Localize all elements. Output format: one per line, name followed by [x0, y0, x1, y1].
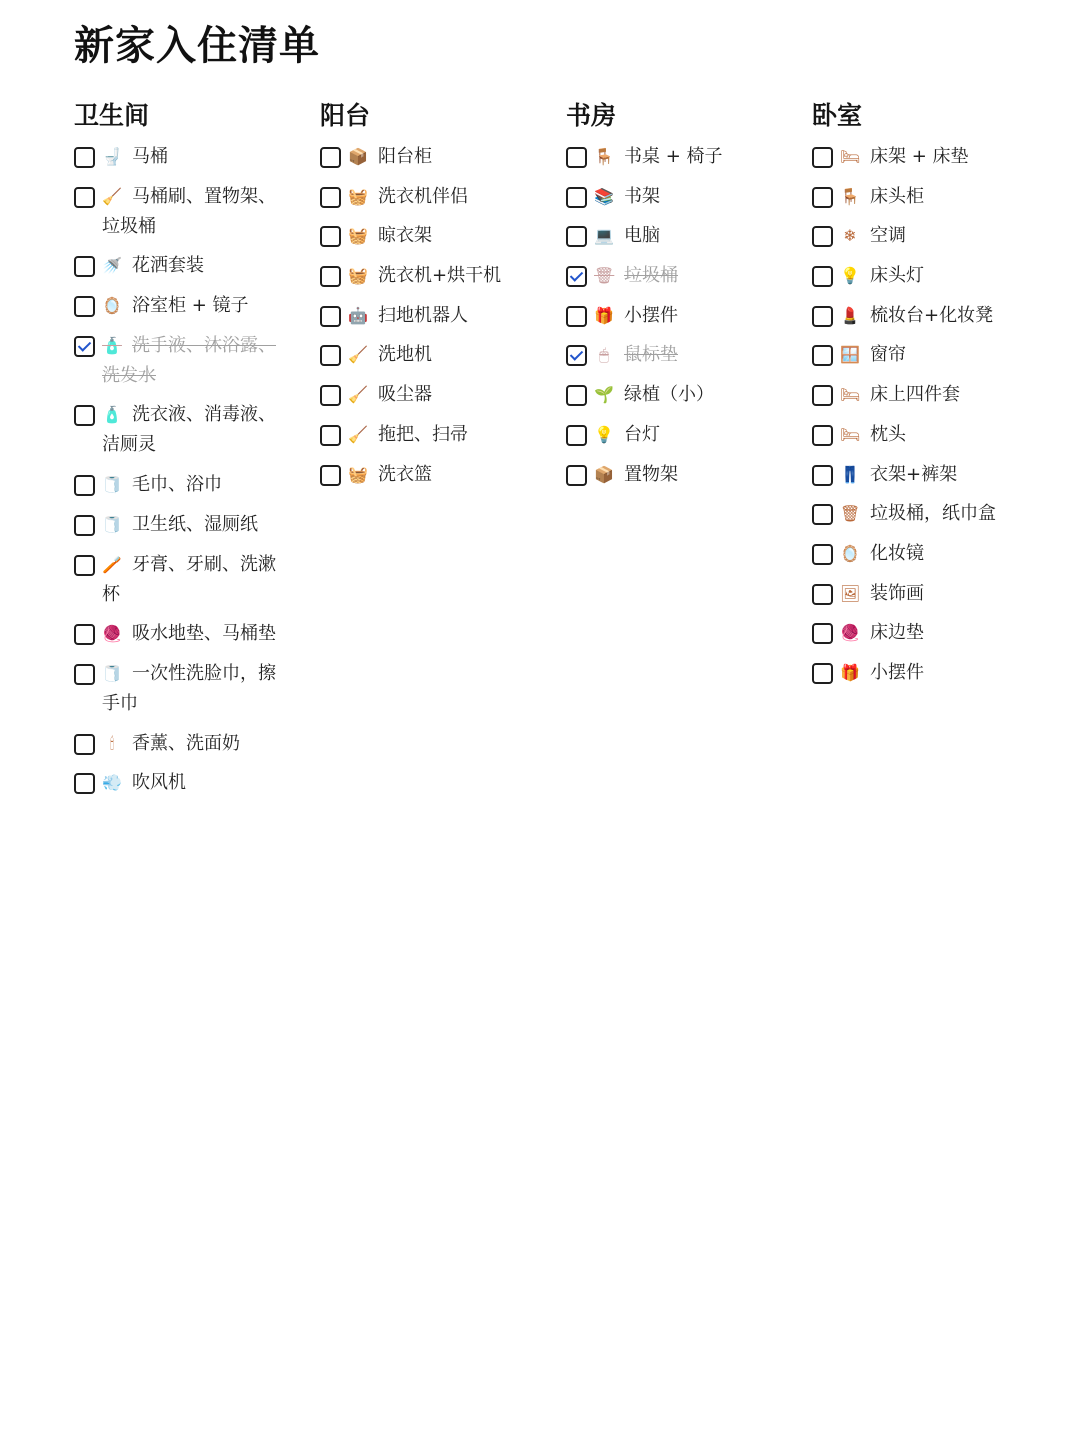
- checklist-item[interactable]: [812, 658, 1058, 688]
- toilet-icon: 🚽: [102, 147, 122, 166]
- checklist-item[interactable]: [74, 729, 320, 759]
- item-label: 床头灯: [870, 265, 924, 287]
- item-label: 晾衣架: [378, 225, 432, 247]
- item-label: 床架 + 床垫: [870, 146, 969, 167]
- checklist-column: [812, 98, 1058, 808]
- checkbox-unchecked[interactable]: [74, 515, 95, 536]
- framed-picture-icon: 🖼: [840, 583, 861, 603]
- item-label: 扫地机器人: [378, 304, 468, 326]
- item-label: 洗衣机+烘干机: [378, 265, 502, 287]
- computer-icon: 💻: [594, 226, 614, 246]
- item-label: 阳台柜: [378, 146, 432, 167]
- checklist-item[interactable]: [320, 182, 566, 212]
- checklist-item[interactable]: [812, 380, 1058, 410]
- checklist-item[interactable]: [812, 182, 1058, 212]
- item-label: 香薰、洗面奶: [132, 732, 240, 754]
- item-label: 浴室柜 + 镜子: [132, 295, 249, 317]
- item-label: 空调: [870, 225, 906, 247]
- item-label: 吸水地垫、马桶垫: [132, 623, 276, 645]
- chair-icon: 🪑: [594, 147, 614, 166]
- checklist-item[interactable]: [320, 380, 566, 410]
- item-label: 吹风机: [132, 772, 186, 794]
- item-label: 一次性洗脸巾，擦手巾: [102, 662, 276, 714]
- jeans-icon: 👖: [840, 464, 860, 484]
- checkbox-checked[interactable]: [74, 336, 95, 357]
- checklist-item[interactable]: [74, 550, 320, 610]
- checkbox-unchecked[interactable]: [566, 226, 587, 247]
- item-label: 卫生纸、湿厕纸: [132, 513, 258, 535]
- bed-icon: 🛏: [840, 385, 861, 405]
- towel-icon: 🧻: [102, 663, 122, 683]
- item-label: 花洒套装: [132, 255, 204, 277]
- checklist-item[interactable]: [566, 142, 812, 172]
- mat-icon: 🧶: [102, 624, 122, 644]
- checklist-item[interactable]: [812, 539, 1058, 569]
- item-label: 吸尘器: [378, 384, 432, 406]
- checkbox-unchecked[interactable]: [812, 584, 833, 605]
- item-label: 小摆件: [624, 304, 678, 326]
- bed-icon: 🛏: [840, 424, 861, 444]
- mirror-icon: 🪞: [840, 543, 860, 563]
- checkbox-unchecked[interactable]: [74, 773, 95, 794]
- checklist-item[interactable]: [566, 460, 812, 490]
- checkbox-unchecked[interactable]: [812, 663, 833, 684]
- checkbox-checked[interactable]: [566, 345, 587, 366]
- checkbox-unchecked[interactable]: [566, 425, 587, 446]
- checkbox-unchecked[interactable]: [74, 624, 95, 645]
- mirror-icon: 🪞: [102, 296, 122, 316]
- books-icon: 📚: [594, 186, 614, 206]
- item-label: 牙膏、牙刷、洗漱杯: [102, 553, 276, 605]
- lightbulb-icon: 💡: [594, 424, 614, 444]
- checklist-columns: [74, 98, 1054, 808]
- checkbox-unchecked[interactable]: [74, 187, 95, 208]
- item-label: 床头柜: [870, 185, 924, 207]
- item-label: 小摆件: [870, 661, 924, 683]
- item-label: 洗衣机伴侣: [378, 185, 468, 207]
- checklist-item[interactable]: [566, 261, 812, 291]
- checklist-item[interactable]: [320, 142, 566, 172]
- checkbox-unchecked[interactable]: [566, 465, 587, 486]
- item-label: 洗地机: [378, 344, 432, 366]
- item-label: 枕头: [870, 423, 906, 445]
- checkbox-unchecked[interactable]: [812, 266, 833, 287]
- checkbox-unchecked[interactable]: [812, 187, 833, 208]
- checklist-item[interactable]: [74, 331, 320, 391]
- lotion-bottle-icon: 🧴: [102, 405, 122, 425]
- checklist-item[interactable]: [566, 182, 812, 212]
- checklist-item[interactable]: [566, 301, 812, 331]
- item-label: 置物架: [624, 463, 678, 485]
- basket-icon: 🧺: [348, 226, 368, 246]
- checklist-item[interactable]: [812, 420, 1058, 450]
- checkbox-unchecked[interactable]: [74, 555, 95, 576]
- checklist-item[interactable]: [812, 618, 1058, 648]
- item-label: 洗手液、沐浴露、洗发水: [102, 334, 276, 386]
- checkbox-unchecked[interactable]: [320, 266, 341, 287]
- item-label: 装饰画: [870, 582, 924, 604]
- shower-icon: 🚿: [102, 256, 122, 276]
- towel-icon: 🧻: [102, 475, 122, 495]
- checkbox-unchecked[interactable]: [320, 147, 341, 168]
- brush-icon: 🧹: [102, 186, 122, 206]
- checkbox-unchecked[interactable]: [812, 226, 833, 247]
- checklist-item[interactable]: [74, 659, 320, 719]
- checklist-column: [566, 98, 812, 808]
- gift-icon: 🎁: [594, 305, 614, 325]
- basket-icon: 🧺: [348, 186, 368, 206]
- checkbox-unchecked[interactable]: [74, 405, 95, 426]
- toothbrush-icon: 🪥: [102, 554, 122, 574]
- checkbox-unchecked[interactable]: [74, 734, 95, 755]
- checklist-item[interactable]: [812, 261, 1058, 291]
- checkbox-unchecked[interactable]: [566, 306, 587, 327]
- checklist-item[interactable]: [74, 470, 320, 500]
- checkbox-unchecked[interactable]: [812, 147, 833, 168]
- item-label: 鼠标垫: [624, 344, 678, 366]
- item-label: 毛巾、浴巾: [132, 474, 222, 496]
- checkbox-unchecked[interactable]: [812, 544, 833, 565]
- checklist-item[interactable]: [812, 142, 1058, 172]
- checklist-item[interactable]: [812, 579, 1058, 609]
- lipstick-icon: 💄: [840, 305, 860, 325]
- item-label: 床上四件套: [870, 384, 960, 406]
- item-label: 洗衣液、消毒液、洁厕灵: [102, 404, 276, 456]
- checklist-item[interactable]: [74, 619, 320, 649]
- checklist-item[interactable]: [812, 340, 1058, 370]
- checklist-item[interactable]: [320, 460, 566, 490]
- checklist-item[interactable]: [566, 221, 812, 251]
- item-label: 化妆镜: [870, 542, 924, 564]
- item-label: 台灯: [624, 423, 660, 445]
- lotion-bottle-icon: 🧴: [102, 335, 122, 355]
- checkbox-unchecked[interactable]: [812, 504, 833, 525]
- checkbox-unchecked[interactable]: [74, 256, 95, 277]
- snowflake-icon: ❄: [843, 226, 857, 246]
- checklist-item[interactable]: [320, 420, 566, 450]
- item-label: 马桶: [132, 146, 168, 167]
- page-title: 新家入住清单: [74, 23, 320, 69]
- hair-dryer-icon: 💨: [102, 773, 122, 793]
- checklist-item[interactable]: [566, 340, 812, 370]
- checkbox-unchecked[interactable]: [812, 385, 833, 406]
- package-icon: 📦: [594, 464, 614, 484]
- checklist-item[interactable]: [320, 340, 566, 370]
- checklist-column: [74, 98, 320, 808]
- column-heading: 卫生间: [74, 101, 150, 130]
- item-label: 书桌 + 椅子: [624, 146, 723, 167]
- gift-icon: 🎁: [840, 662, 860, 682]
- item-label: 窗帘: [870, 344, 906, 366]
- checkbox-unchecked[interactable]: [74, 147, 95, 168]
- column-heading: 阳台: [320, 101, 371, 130]
- item-label: 垃圾桶，纸巾盒: [870, 503, 996, 525]
- item-label: 垃圾桶: [624, 265, 678, 287]
- candle-icon: 🕯: [109, 733, 115, 753]
- checkbox-unchecked[interactable]: [812, 623, 833, 644]
- checklist-item[interactable]: [74, 251, 320, 281]
- checkbox-unchecked[interactable]: [320, 226, 341, 247]
- checklist-item[interactable]: [74, 768, 320, 798]
- checklist-item[interactable]: [74, 142, 320, 172]
- chair-icon: 🪑: [840, 186, 860, 206]
- checklist-item[interactable]: [74, 182, 320, 242]
- checkbox-unchecked[interactable]: [812, 425, 833, 446]
- checkbox-unchecked[interactable]: [320, 465, 341, 486]
- checkbox-unchecked[interactable]: [566, 147, 587, 168]
- checkbox-unchecked[interactable]: [320, 425, 341, 446]
- item-label: 床边垫: [870, 622, 924, 644]
- checkbox-unchecked[interactable]: [812, 306, 833, 327]
- checkbox-unchecked[interactable]: [320, 385, 341, 406]
- basket-icon: 🧺: [348, 464, 368, 484]
- package-icon: 📦: [348, 147, 368, 166]
- checklist-item[interactable]: [812, 301, 1058, 331]
- checkbox-unchecked[interactable]: [74, 664, 95, 685]
- item-label: 拖把、扫帚: [378, 423, 468, 445]
- checklist-item[interactable]: [566, 380, 812, 410]
- checklist-item[interactable]: [320, 301, 566, 331]
- item-label: 洗衣篮: [378, 463, 432, 485]
- column-heading: 卧室: [812, 101, 863, 130]
- checklist-column: [320, 98, 566, 808]
- column-heading: 书房: [566, 101, 617, 130]
- checkbox-unchecked[interactable]: [812, 465, 833, 486]
- wastebasket-icon: 🗑: [594, 266, 615, 286]
- checklist-item[interactable]: [74, 510, 320, 540]
- checklist-item[interactable]: [812, 499, 1058, 529]
- checklist-item[interactable]: [74, 400, 320, 460]
- checkbox-checked[interactable]: [566, 266, 587, 287]
- checklist-item[interactable]: [812, 460, 1058, 490]
- checkbox-unchecked[interactable]: [320, 306, 341, 327]
- checkbox-unchecked[interactable]: [566, 385, 587, 406]
- checklist-item[interactable]: [74, 291, 320, 321]
- item-label: 电脑: [624, 225, 660, 247]
- robot-icon: 🤖: [348, 305, 368, 325]
- broom-icon: 🧹: [348, 345, 368, 365]
- item-label: 马桶刷、置物架、垃圾桶: [102, 185, 276, 237]
- checklist-item[interactable]: [812, 221, 1058, 251]
- wastebasket-icon: 🗑: [840, 504, 861, 524]
- window-icon: 🪟: [840, 345, 860, 365]
- checklist-item[interactable]: [320, 221, 566, 251]
- mat-icon: 🧶: [840, 623, 860, 643]
- checkbox-unchecked[interactable]: [320, 187, 341, 208]
- checkbox-unchecked[interactable]: [812, 345, 833, 366]
- item-label: 绿植（小）: [624, 384, 714, 406]
- item-label: 书架: [624, 185, 660, 207]
- mouse-icon: 🖱: [599, 345, 609, 365]
- item-label: 衣架+裤架: [870, 463, 958, 485]
- broom-icon: 🧹: [348, 424, 368, 444]
- toilet-paper-icon: 🧻: [102, 514, 122, 534]
- checklist-item[interactable]: [320, 261, 566, 291]
- checkbox-unchecked[interactable]: [320, 345, 341, 366]
- basket-icon: 🧺: [348, 266, 368, 286]
- item-label: 梳妆台+化妆凳: [870, 304, 994, 326]
- bed-icon: 🛏: [840, 147, 861, 166]
- lightbulb-icon: 💡: [840, 266, 860, 286]
- checklist-item[interactable]: [566, 420, 812, 450]
- checkbox-unchecked[interactable]: [74, 475, 95, 496]
- checkbox-unchecked[interactable]: [566, 187, 587, 208]
- seedling-icon: 🌱: [594, 385, 614, 405]
- broom-icon: 🧹: [348, 385, 368, 405]
- checkbox-unchecked[interactable]: [74, 296, 95, 317]
